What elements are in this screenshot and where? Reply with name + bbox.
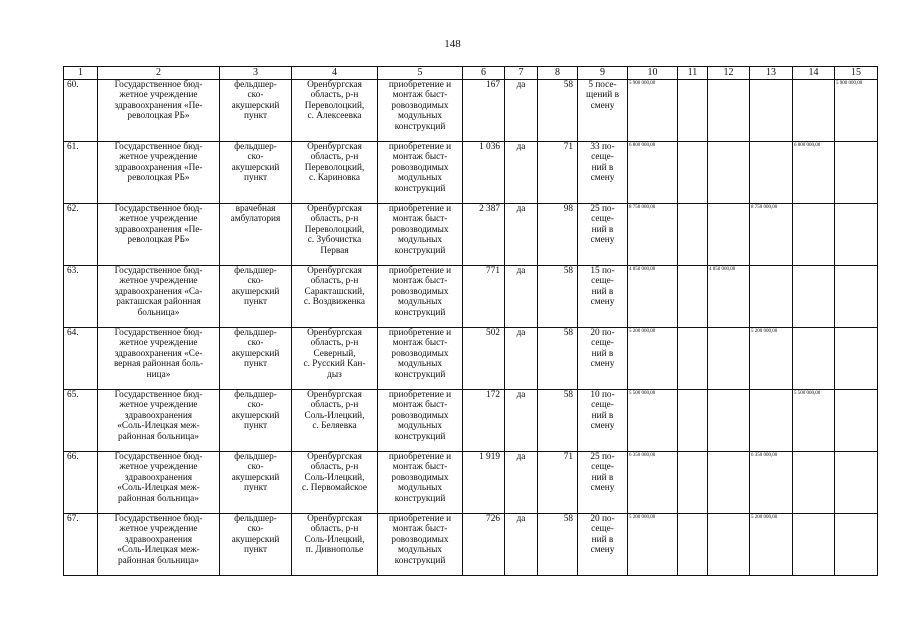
capacity-value: 20 по- сеще- ний в смену [578, 328, 628, 390]
amount-col-15 [835, 328, 878, 390]
area-value: 58 [538, 514, 578, 576]
amount-col-13 [750, 80, 793, 142]
population-count: 172 [463, 390, 505, 452]
population-count: 771 [463, 266, 505, 328]
column-header: 1 [64, 67, 98, 80]
population-count: 2 387 [463, 204, 505, 266]
row-number: 65. [64, 390, 98, 452]
row-number: 61. [64, 142, 98, 204]
area-value: 71 [538, 452, 578, 514]
population-count: 1 036 [463, 142, 505, 204]
facility-address: Оренбургская область, р-н Соль-Илецкий, п. Дивнополье [292, 514, 378, 576]
amount-col-15: 5 900 000,00 [835, 80, 878, 142]
capacity-value: 15 по- сеще- ний в смену [578, 266, 628, 328]
column-header: 11 [678, 67, 708, 80]
amount-col-11 [678, 514, 708, 576]
yes-flag: да [505, 80, 538, 142]
amount-col-13: 8 750 000,00 [750, 204, 793, 266]
facility-address: Оренбургская область, р-н Соль-Илецкий, с. Первомайское [292, 452, 378, 514]
capacity-value: 10 по- сеще- ний в смену [578, 390, 628, 452]
yes-flag: да [505, 514, 538, 576]
table-row [64, 142, 878, 204]
facility-type: врачебная амбулатория [220, 204, 292, 266]
work-type: приобретение и монтаж быст- ровозводимых модульных конструкций [378, 204, 463, 266]
facility-type: фельдшер- ско- акушерский пункт [220, 514, 292, 576]
capacity-value: 25 по- сеще- ний в смену [578, 204, 628, 266]
area-value: 71 [538, 142, 578, 204]
facility-address: Оренбургская область, р-н Переволоцкий, с. Кариновка [292, 142, 378, 204]
capacity-value: 20 по- сеще- ний в смену [578, 514, 628, 576]
amount-col-11 [678, 328, 708, 390]
amount-col-11 [678, 204, 708, 266]
amount-col-11 [678, 452, 708, 514]
facility-address: Оренбургская область, р-н Северный, с. Русский Кан- дыз [292, 328, 378, 390]
amount-col-15 [835, 204, 878, 266]
table-row [64, 80, 878, 142]
amount-col-12 [708, 204, 750, 266]
institution-name: Государственное бюд- жетное учреждение здравоохранения «Пе- револоцкая РБ» [98, 142, 220, 204]
total-amount: 5 200 000,00 [628, 328, 678, 390]
column-header: 14 [793, 67, 835, 80]
row-number: 66. [64, 452, 98, 514]
amount-col-14 [793, 266, 835, 328]
amount-col-12 [708, 142, 750, 204]
amount-col-11 [678, 390, 708, 452]
amount-col-15 [835, 390, 878, 452]
table-row [64, 328, 878, 390]
facility-type: фельдшер- ско- акушерский пункт [220, 142, 292, 204]
amount-col-11 [678, 266, 708, 328]
work-type: приобретение и монтаж быст- ровозводимых модульных конструкций [378, 142, 463, 204]
row-number: 62. [64, 204, 98, 266]
table-row [64, 514, 878, 576]
work-type: приобретение и монтаж быст- ровозводимых модульных конструкций [378, 514, 463, 576]
area-value: 58 [538, 266, 578, 328]
population-count: 502 [463, 328, 505, 390]
column-header: 9 [578, 67, 628, 80]
total-amount: 8 750 000,00 [628, 204, 678, 266]
population-count: 167 [463, 80, 505, 142]
facility-type: фельдшер- ско- акушерский пункт [220, 80, 292, 142]
total-amount: 5 200 000,00 [628, 514, 678, 576]
amount-col-11 [678, 142, 708, 204]
amount-col-12 [708, 452, 750, 514]
institution-name: Государственное бюд- жетное учреждение здравоохранения «Соль-Илецкая меж- районная больница» [98, 452, 220, 514]
amount-col-15 [835, 142, 878, 204]
amount-col-13 [750, 390, 793, 452]
amount-col-14 [793, 328, 835, 390]
facility-type: фельдшер- ско- акушерский пункт [220, 266, 292, 328]
yes-flag: да [505, 142, 538, 204]
amount-col-13: 5 200 000,00 [750, 514, 793, 576]
facility-address: Оренбургская область, р-н Переволоцкий, с. Алексеевка [292, 80, 378, 142]
amount-col-14 [793, 80, 835, 142]
capacity-value: 25 по- сеще- ний в смену [578, 452, 628, 514]
amount-col-13: 5 200 000,00 [750, 328, 793, 390]
institution-name: Государственное бюд- жетное учреждение здравоохранения «Се- верная районная боль- ница» [98, 328, 220, 390]
total-amount: 5 900 000,00 [628, 80, 678, 142]
amount-col-14: 5 500 000,00 [793, 390, 835, 452]
row-number: 67. [64, 514, 98, 576]
amount-col-14 [793, 452, 835, 514]
column-header: 7 [505, 67, 538, 80]
area-value: 58 [538, 80, 578, 142]
amount-col-12 [708, 390, 750, 452]
total-amount: 5 500 000,00 [628, 390, 678, 452]
amount-col-14: 6 800 000,00 [793, 142, 835, 204]
facility-type: фельдшер- ско- акушерский пункт [220, 452, 292, 514]
area-value: 98 [538, 204, 578, 266]
total-amount: 6 800 000,00 [628, 142, 678, 204]
column-header: 6 [463, 67, 505, 80]
work-type: приобретение и монтаж быст- ровозводимых модульных конструкций [378, 80, 463, 142]
institution-name: Государственное бюд- жетное учреждение здравоохранения «Пе- револоцкая РБ» [98, 80, 220, 142]
column-header: 2 [98, 67, 220, 80]
amount-col-13: 6 350 000,00 [750, 452, 793, 514]
column-header: 8 [538, 67, 578, 80]
amount-col-15 [835, 266, 878, 328]
amount-col-12 [708, 80, 750, 142]
capacity-value: 5 посе- щений в смену [578, 80, 628, 142]
amount-col-13 [750, 142, 793, 204]
amount-col-15 [835, 452, 878, 514]
table-row [64, 390, 878, 452]
row-number: 60. [64, 80, 98, 142]
facility-address: Оренбургская область, р-н Переволоцкий, с. Зубочистка Первая [292, 204, 378, 266]
institution-name: Государственное бюд- жетное учреждение здравоохранения «Соль-Илецкая меж- районная больница» [98, 390, 220, 452]
total-amount: 6 350 000,00 [628, 452, 678, 514]
amount-col-12 [708, 514, 750, 576]
column-header: 13 [750, 67, 793, 80]
amount-col-12 [708, 328, 750, 390]
area-value: 58 [538, 390, 578, 452]
page-number: 148 [444, 38, 461, 50]
facility-type: фельдшер- ско- акушерский пункт [220, 328, 292, 390]
yes-flag: да [505, 390, 538, 452]
column-header: 3 [220, 67, 292, 80]
institution-name: Государственное бюд- жетное учреждение здравоохранения «Са- ракташская районная больница» [98, 266, 220, 328]
institution-name: Государственное бюд- жетное учреждение здравоохранения «Соль-Илецкая меж- районная больница» [98, 514, 220, 576]
table-row [64, 204, 878, 266]
population-count: 726 [463, 514, 505, 576]
row-number: 64. [64, 328, 98, 390]
facility-address: Оренбургская область, р-н Саракташский, с. Воздвиженка [292, 266, 378, 328]
amount-col-13 [750, 266, 793, 328]
total-amount: 4 850 000,00 [628, 266, 678, 328]
column-header: 12 [708, 67, 750, 80]
table-row [64, 452, 878, 514]
population-count: 1 919 [463, 452, 505, 514]
column-header: 4 [292, 67, 378, 80]
yes-flag: да [505, 204, 538, 266]
header-row [64, 67, 878, 80]
work-type: приобретение и монтаж быст- ровозводимых модульных конструкций [378, 452, 463, 514]
yes-flag: да [505, 266, 538, 328]
amount-col-11 [678, 80, 708, 142]
yes-flag: да [505, 328, 538, 390]
institution-name: Государственное бюд- жетное учреждение здравоохранения «Пе- револоцкая РБ» [98, 204, 220, 266]
work-type: приобретение и монтаж быст- ровозводимых модульных конструкций [378, 266, 463, 328]
register-table [63, 66, 878, 576]
yes-flag: да [505, 452, 538, 514]
amount-col-14 [793, 204, 835, 266]
facility-type: фельдшер- ско- акушерский пункт [220, 390, 292, 452]
column-header: 15 [835, 67, 878, 80]
facility-address: Оренбургская область, р-н Соль-Илецкий, с. Беляевка [292, 390, 378, 452]
table-row [64, 266, 878, 328]
amount-col-14 [793, 514, 835, 576]
amount-col-12: 4 850 000,00 [708, 266, 750, 328]
column-header: 5 [378, 67, 463, 80]
work-type: приобретение и монтаж быст- ровозводимых модульных конструкций [378, 328, 463, 390]
row-number: 63. [64, 266, 98, 328]
work-type: приобретение и монтаж быст- ровозводимых модульных конструкций [378, 390, 463, 452]
amount-col-15 [835, 514, 878, 576]
column-header: 10 [628, 67, 678, 80]
capacity-value: 33 по- сеще- ний в смену [578, 142, 628, 204]
area-value: 58 [538, 328, 578, 390]
